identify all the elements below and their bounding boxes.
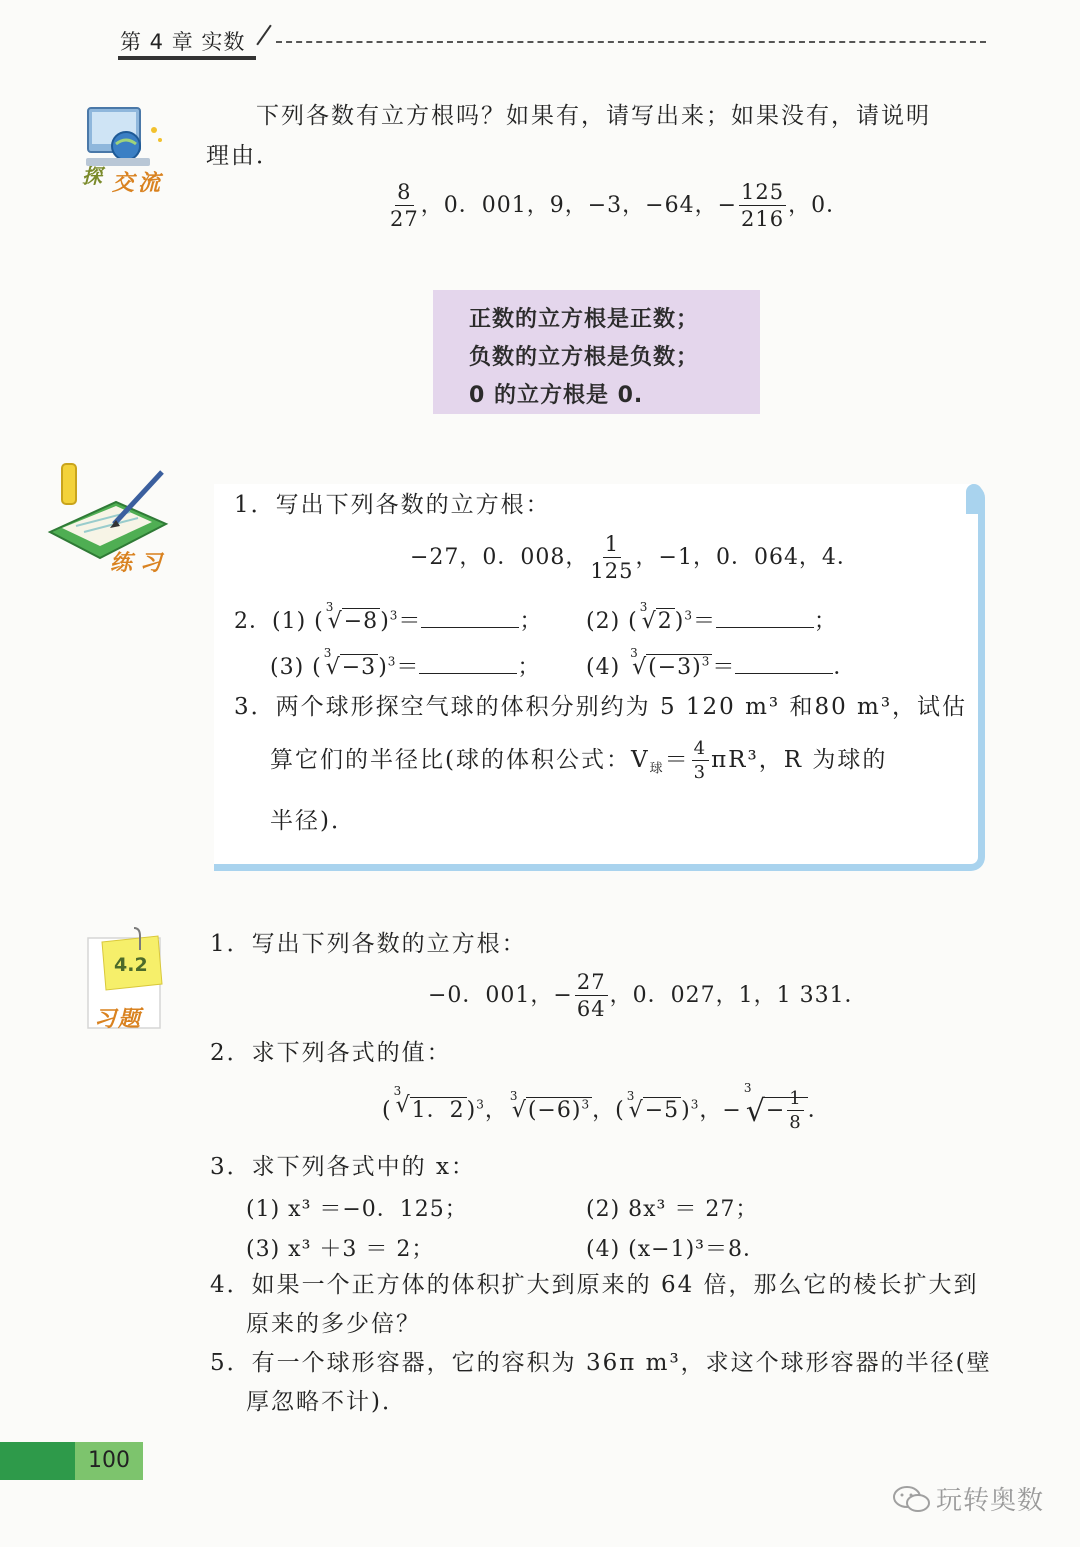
practice-q2-4 bbox=[586, 645, 857, 681]
rule-line-zero: 0 的立方根是 0. bbox=[469, 383, 644, 408]
fraction-4-3 bbox=[692, 740, 709, 782]
chapter-title: 第 4 章 实数 bbox=[120, 30, 246, 54]
radical-index: 3 bbox=[393, 1084, 403, 1098]
exponent: 3 bbox=[690, 1097, 700, 1112]
q3-line2-equals: ＝ bbox=[664, 747, 690, 773]
semicolon: ； bbox=[814, 609, 838, 634]
rule-line-negative: 负数的立方根是负数； bbox=[469, 345, 700, 370]
semicolon: ； bbox=[519, 609, 543, 634]
fraction-1-8 bbox=[787, 1090, 803, 1132]
practice-q3-line1: 3．两个球形探空气球的体积分别约为 5 120 m³ 和80 m³，试估 bbox=[234, 694, 968, 720]
fraction-denominator: 3 bbox=[693, 762, 708, 783]
radical-index: 3 bbox=[509, 1088, 519, 1103]
radicand: −3 bbox=[341, 655, 377, 680]
radical-sign-icon: √ bbox=[325, 655, 341, 680]
radicand: −5 bbox=[644, 1098, 680, 1123]
practice-q1-numbers bbox=[410, 534, 860, 582]
exercise-4-line1: 4．如果一个正方体的体积扩大到原来的 64 倍，那么它的棱长扩大到 bbox=[210, 1272, 979, 1298]
watermark-text: 玩转奥数 bbox=[936, 1486, 1045, 1516]
paren-close: ) bbox=[466, 1098, 477, 1123]
q2-label: 2． bbox=[234, 609, 272, 634]
cube-root-expression bbox=[638, 600, 675, 634]
exponent: 3 bbox=[581, 1097, 591, 1112]
practice-notebook-icon bbox=[46, 462, 176, 580]
exercises-icon-number: 4.2 bbox=[114, 954, 148, 976]
radicand: 1．2 bbox=[411, 1098, 465, 1123]
fraction-numerator: 1 bbox=[789, 1088, 802, 1109]
radical-sign-icon: √ bbox=[395, 1093, 411, 1118]
cube-root-expression bbox=[628, 645, 712, 680]
fraction-8-27 bbox=[390, 182, 419, 230]
radical-sign-icon: √ bbox=[641, 609, 657, 634]
fraction-numerator: 8 bbox=[397, 180, 412, 204]
number-list-end: ，0． bbox=[788, 193, 850, 218]
exercises-icon-label: 习题 bbox=[94, 1007, 143, 1032]
exercise-3-part-1: (1) x³ ＝−0．125； bbox=[246, 1197, 468, 1222]
radical-index: 3 bbox=[743, 1081, 753, 1095]
equals-sign: ＝ bbox=[398, 609, 422, 634]
practice-q2-3 bbox=[270, 646, 541, 681]
radicand: −8 bbox=[343, 609, 379, 634]
radical-index: 3 bbox=[630, 645, 639, 660]
q2-3-suffix: ) bbox=[378, 655, 388, 680]
comma: ， bbox=[484, 1098, 508, 1123]
cube-root-expression bbox=[392, 1084, 467, 1124]
exercise-1-numbers bbox=[428, 972, 868, 1020]
radical-index: 3 bbox=[323, 646, 333, 660]
radical-sign-icon: √ bbox=[327, 609, 343, 634]
exercise-3-part-3: (3) x³ ＋3 ＝ 2； bbox=[246, 1237, 435, 1262]
fraction-numerator: 27 bbox=[576, 970, 606, 994]
q2-2-suffix: ) bbox=[674, 609, 685, 634]
practice-icon-label: 练 习 bbox=[110, 551, 162, 576]
explore-icon-label: 交流 bbox=[112, 171, 165, 196]
comma: ， bbox=[592, 1098, 616, 1123]
exercise-3-part-2: (2) 8x³ ＝ 27； bbox=[586, 1197, 759, 1222]
fraction-denominator: 216 bbox=[741, 207, 785, 231]
exercise-5-line1: 5．有一个球形容器，它的容积为 36π m³，求这个球形容器的半径(壁 bbox=[210, 1350, 992, 1376]
q3-line2-part-a: 算它们的半径比(球的体积公式：V bbox=[270, 747, 650, 773]
exercise-3-part-4: (4) (x−1)³＝8． bbox=[586, 1237, 766, 1262]
q2-4-prefix: (4) bbox=[586, 655, 629, 680]
rule-line-positive: 正数的立方根是正数； bbox=[469, 307, 700, 332]
practice-q1-text: 1．写出下列各数的立方根： bbox=[234, 492, 551, 518]
exercise-3-text: 3．求下列各式中的 x： bbox=[210, 1154, 476, 1180]
explore-question-line1: 下列各数有立方根吗？如果有，请写出来；如果没有，请说明 bbox=[256, 103, 931, 129]
equals-sign: ＝ bbox=[692, 609, 716, 634]
page-number: 100 bbox=[75, 1442, 143, 1480]
cube-root-rule-box bbox=[433, 290, 760, 414]
fraction-27-64 bbox=[575, 972, 608, 1020]
exponent: 3 bbox=[701, 654, 711, 669]
exponent: 3 bbox=[389, 608, 399, 623]
paren-open: ( bbox=[615, 1098, 625, 1123]
radical-sign-icon: √ bbox=[632, 654, 648, 680]
q1-numbers-part-b: ，−1，0．064，4． bbox=[635, 545, 860, 570]
exponent: 3 bbox=[476, 1097, 485, 1112]
footer-green-bar bbox=[0, 1442, 75, 1480]
radical-sign-icon: √ bbox=[745, 1094, 766, 1129]
exercise-4-line2: 原来的多少倍？ bbox=[246, 1311, 421, 1337]
radicand-base: (−3) bbox=[648, 655, 702, 680]
radical-sign-icon: √ bbox=[511, 1097, 527, 1123]
exercise-2-text: 2．求下列各式的值： bbox=[210, 1040, 452, 1066]
radicand: 2 bbox=[657, 609, 673, 634]
answer-blank-q2-1[interactable] bbox=[421, 609, 519, 628]
volume-subscript: 球 bbox=[649, 761, 665, 777]
radicand: − $\frac{1}{8}$ bbox=[764, 1097, 808, 1123]
radicand-base: (−6) bbox=[527, 1098, 582, 1123]
number-list-middle: ，0．001，9，−3，−64，− bbox=[420, 193, 738, 218]
wechat-icon bbox=[892, 1484, 932, 1514]
exercise-1-text: 1．写出下列各数的立方根： bbox=[210, 931, 527, 957]
practice-q2-row1 bbox=[234, 600, 543, 635]
explore-question-line2: 理由． bbox=[206, 143, 281, 169]
fraction-denominator: 64 bbox=[576, 997, 606, 1021]
radical-index: 3 bbox=[626, 1089, 636, 1103]
cube-root-expression bbox=[324, 600, 380, 634]
fraction-denominator: 27 bbox=[390, 207, 419, 231]
q3-line2-part-c: πR³，R 为球的 bbox=[711, 747, 888, 773]
explore-exchange-icon bbox=[80, 100, 176, 196]
radical-index: 3 bbox=[639, 600, 649, 614]
exercise-2-expressions bbox=[382, 1081, 831, 1133]
period: ． bbox=[807, 1098, 831, 1123]
answer-blank-q2-3[interactable] bbox=[419, 655, 517, 674]
q2-1-prefix: (1) ( bbox=[272, 609, 324, 634]
cube-root-expression bbox=[508, 1088, 592, 1123]
paren-close: ) bbox=[681, 1098, 691, 1123]
q2-3-prefix: (3) ( bbox=[270, 655, 322, 680]
period: ． bbox=[833, 655, 857, 680]
answer-blank-q2-4[interactable] bbox=[735, 655, 833, 674]
radical-sign-icon: √ bbox=[628, 1098, 644, 1123]
exponent: 3 bbox=[684, 608, 693, 623]
semicolon: ； bbox=[517, 655, 541, 680]
header-dashed-rule bbox=[276, 41, 986, 43]
cube-root-expression bbox=[322, 646, 378, 680]
fraction-numerator: 125 bbox=[741, 180, 785, 204]
e1-numbers-part-b: ，0．027，1，1 331． bbox=[609, 983, 868, 1008]
paren-open: ( bbox=[382, 1098, 392, 1123]
fraction-numerator: 4 bbox=[693, 738, 708, 759]
practice-q3-line3: 半径)． bbox=[270, 808, 356, 834]
radical-index: 3 bbox=[325, 600, 335, 614]
equals-sign: ＝ bbox=[712, 655, 736, 680]
fraction-denominator: 125 bbox=[590, 559, 634, 583]
practice-q3-line2 bbox=[270, 740, 887, 789]
fraction-1-125 bbox=[590, 534, 633, 582]
answer-blank-q2-2[interactable] bbox=[716, 609, 814, 628]
radicand bbox=[526, 1097, 592, 1123]
comma: ，− bbox=[699, 1098, 742, 1123]
e1-numbers-part-a: −0．001，− bbox=[428, 983, 573, 1008]
explore-number-list bbox=[388, 182, 849, 230]
fraction-numerator: 1 bbox=[604, 532, 620, 556]
cube-root-expression bbox=[742, 1081, 808, 1133]
chapter-underline bbox=[118, 56, 256, 60]
explore-icon-small-label: 探 bbox=[82, 164, 102, 188]
exercise-5-line2: 厚忽略不计)． bbox=[246, 1389, 407, 1415]
practice-panel-corner bbox=[966, 484, 982, 514]
exponent: 3 bbox=[387, 654, 397, 669]
radicand bbox=[646, 654, 712, 680]
q2-1-suffix: ) bbox=[380, 609, 390, 634]
chapter-divider-slash bbox=[256, 25, 271, 46]
exercises-4-2-icon bbox=[84, 924, 168, 1034]
fraction-denominator: 8 bbox=[789, 1112, 802, 1133]
q2-2-prefix: (2) ( bbox=[586, 609, 638, 634]
practice-q2-2 bbox=[586, 600, 838, 635]
equals-sign: ＝ bbox=[396, 655, 420, 680]
cube-root-expression bbox=[625, 1089, 681, 1123]
fraction-125-216 bbox=[739, 182, 786, 230]
q1-numbers-part-a: −27，0．008， bbox=[410, 545, 589, 570]
